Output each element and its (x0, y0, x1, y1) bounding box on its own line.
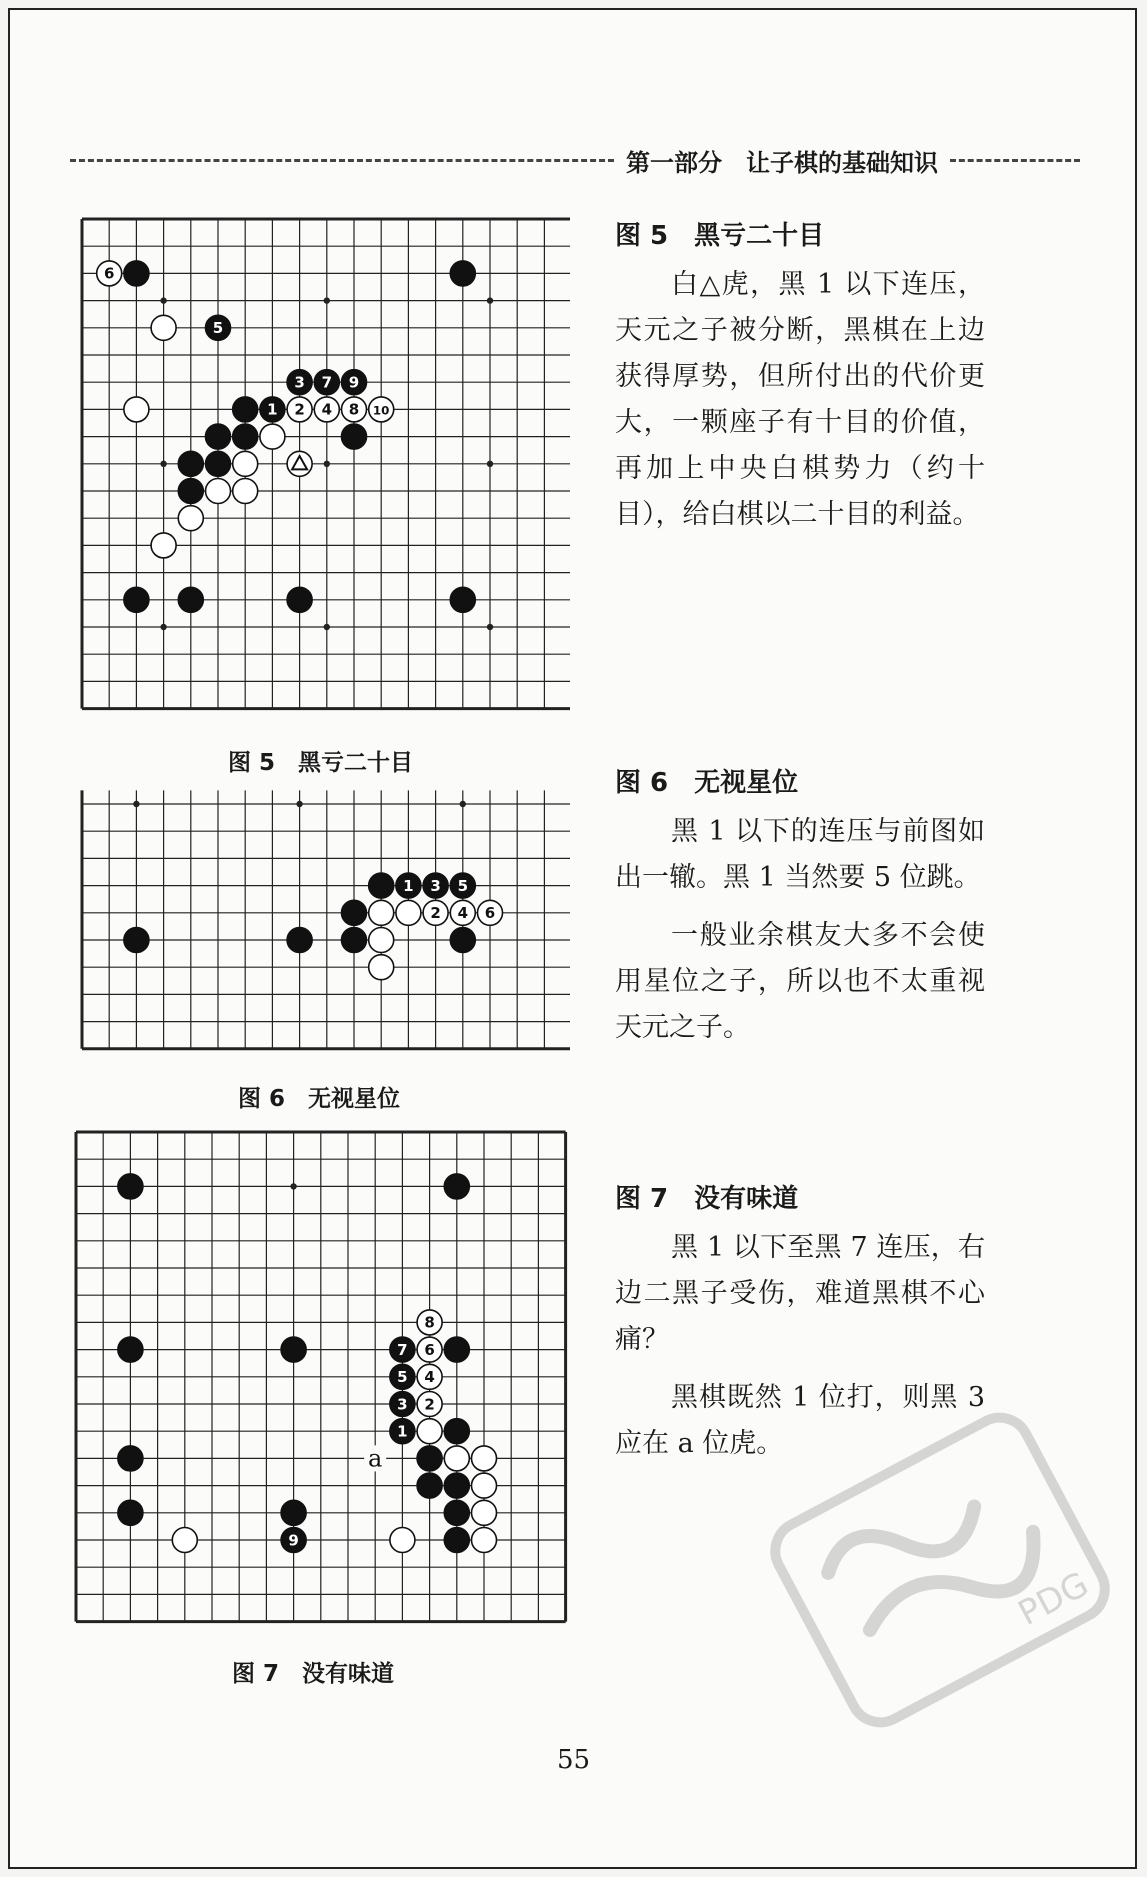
black-stone (124, 587, 149, 612)
white-stone (369, 955, 394, 980)
star-point (324, 297, 330, 303)
white-stone (151, 533, 176, 558)
caption-fig7: 图 7 没有味道 (232, 1661, 395, 1687)
move-number: 4 (321, 400, 333, 419)
star-point (160, 297, 166, 303)
move-number: 2 (294, 400, 305, 419)
watermark-text: PDG (1011, 1564, 1096, 1634)
go-board-fig6 (78, 790, 570, 1068)
star-point (160, 461, 166, 467)
move-number: 3 (294, 373, 305, 392)
white-stone (205, 478, 230, 503)
star-point (487, 461, 493, 467)
move-number: 9 (348, 373, 360, 392)
move-number: 3 (430, 876, 441, 895)
black-stone (233, 397, 258, 422)
star-point (133, 801, 139, 807)
black-stone (205, 451, 230, 476)
white-stone (417, 1419, 442, 1444)
white-stone (369, 927, 394, 952)
commentary-fig7-paragraph: 黑棋既然 1 位打，则黑 3 应在 a 位虎。 (615, 1382, 985, 1459)
commentary-fig6-paragraph: 黑 1 以下的连压与前图如出一辙。黑 1 当然要 5 位跳。 (615, 816, 985, 893)
black-stone (444, 1337, 469, 1362)
star-point (160, 624, 166, 630)
move-number: 5 (457, 876, 469, 895)
black-stone (118, 1174, 143, 1199)
white-stone (471, 1473, 496, 1498)
white-stone (178, 506, 203, 531)
commentary-fig6 (615, 762, 985, 1063)
black-stone (341, 927, 366, 952)
black-stone (118, 1337, 143, 1362)
board-fig7-svg (72, 1128, 568, 1636)
move-number: 1 (267, 400, 278, 419)
header-title: 第一部分 让子棋的基础知识 (626, 148, 938, 177)
black-stone (205, 424, 230, 449)
move-number: 10 (372, 403, 390, 418)
move-number: 1 (403, 876, 414, 895)
black-stone (178, 478, 203, 503)
black-stone (287, 587, 312, 612)
commentary-fig5 (615, 215, 985, 550)
move-number: 3 (397, 1395, 408, 1414)
black-stone (417, 1446, 442, 1471)
white-stone (396, 900, 421, 925)
commentary-fig7-paragraph: 黑 1 以下至黑 7 连压，右边二黑子受伤，难道黑棋不心痛？ (615, 1232, 985, 1355)
move-number: 4 (424, 1368, 435, 1387)
move-number: 7 (397, 1340, 408, 1359)
black-stone (118, 1446, 143, 1471)
commentary-fig6-paragraph: 一般业余棋友大多不会使用星位之子，所以也不太重视天元之子。 (615, 920, 985, 1043)
header-rule-right (950, 159, 1080, 162)
white-stone (172, 1527, 197, 1552)
black-stone (287, 927, 312, 952)
white-stone (233, 478, 258, 503)
black-stone (124, 927, 149, 952)
move-number: 2 (430, 904, 441, 923)
black-stone (281, 1500, 306, 1525)
move-number: 8 (424, 1313, 435, 1332)
move-number: 6 (424, 1340, 435, 1359)
black-stone (444, 1500, 469, 1525)
board-fig6-svg (78, 790, 570, 1068)
star-point (290, 1183, 296, 1189)
white-stone (233, 451, 258, 476)
page-number: 55 (556, 1745, 591, 1775)
move-number: 7 (321, 373, 333, 392)
white-stone (260, 424, 285, 449)
move-number: 8 (348, 400, 360, 419)
move-number: 6 (103, 264, 115, 283)
black-stone (444, 1174, 469, 1199)
star-point (460, 801, 466, 807)
go-board-fig5 (78, 215, 570, 727)
star-point (324, 624, 330, 630)
black-stone (444, 1527, 469, 1552)
black-stone (444, 1419, 469, 1444)
move-number: 1 (397, 1422, 408, 1441)
black-stone (341, 424, 366, 449)
white-stone (369, 900, 394, 925)
commentary-fig5-paragraph: 白△虎，黑 1 以下连压，天元之子被分断，黑棋在上边获得厚势，但所付出的代价更大，一颗座子有十目的价值，再加上中央白棋势力（约十目），给白棋以二十目的利益。 (615, 269, 985, 530)
white-stone (124, 397, 149, 422)
move-number: 6 (484, 904, 496, 923)
black-stone (341, 900, 366, 925)
white-stone (471, 1527, 496, 1552)
black-stone (369, 873, 394, 898)
move-number: 4 (457, 904, 469, 923)
header-rule-left (70, 159, 614, 162)
board-fig5-svg (78, 215, 570, 727)
black-stone (417, 1473, 442, 1498)
black-stone (450, 927, 475, 952)
star-point (487, 297, 493, 303)
running-header (70, 140, 1080, 180)
caption-fig5: 图 5 黑亏二十目 (228, 750, 414, 776)
move-number: 5 (212, 319, 224, 338)
black-stone (233, 424, 258, 449)
go-board-fig7 (72, 1128, 568, 1636)
commentary-fig5-heading: 图 5 黑亏二十目 (615, 221, 825, 251)
star-point (324, 461, 330, 467)
black-stone (178, 451, 203, 476)
white-stone (471, 1446, 496, 1471)
white-stone (151, 315, 176, 340)
caption-fig6: 图 6 无视星位 (238, 1086, 401, 1112)
white-stone (444, 1446, 469, 1471)
black-stone (118, 1500, 143, 1525)
black-stone (444, 1473, 469, 1498)
white-stone (471, 1500, 496, 1525)
black-stone (178, 587, 203, 612)
black-stone (281, 1337, 306, 1362)
black-stone (450, 261, 475, 286)
move-number: 2 (424, 1395, 435, 1414)
black-stone (124, 261, 149, 286)
move-number: 5 (397, 1368, 408, 1387)
point-mark: a (368, 1444, 383, 1473)
commentary-fig7-heading: 图 7 没有味道 (615, 1184, 799, 1214)
white-stone (390, 1527, 415, 1552)
black-stone (450, 587, 475, 612)
star-point (296, 801, 302, 807)
star-point (487, 624, 493, 630)
commentary-fig6-heading: 图 6 无视星位 (615, 768, 799, 798)
move-number: 9 (288, 1531, 299, 1550)
